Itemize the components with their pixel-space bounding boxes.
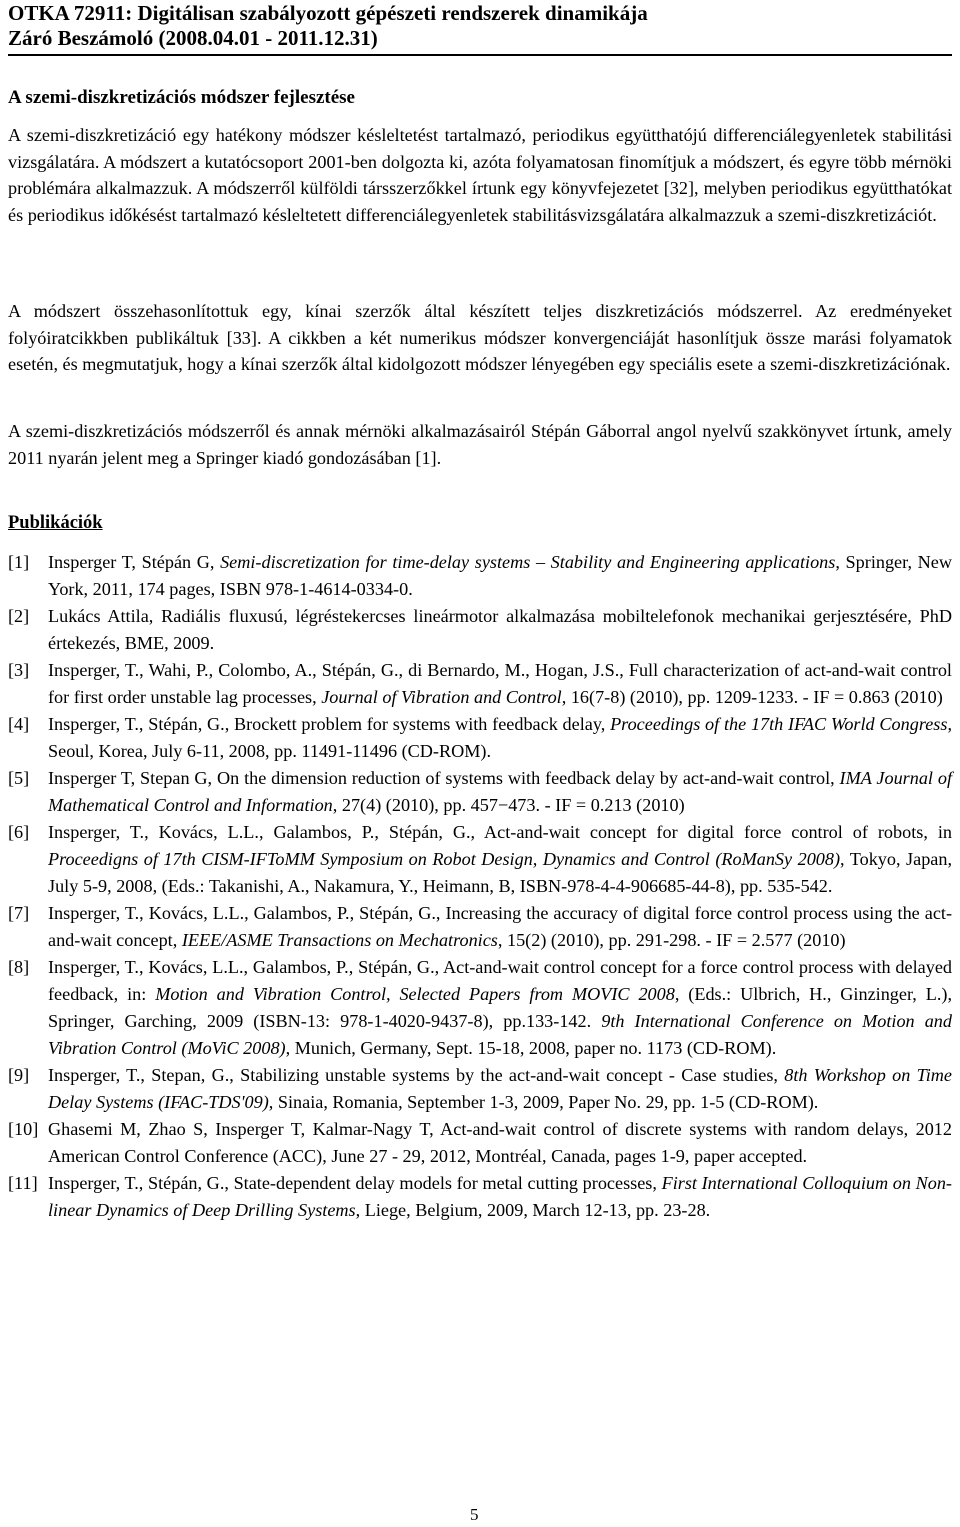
- reference-number: [11]: [8, 1173, 38, 1193]
- reference-item: [8, 819, 952, 900]
- reference-item: [8, 711, 952, 765]
- publications-heading: Publikációk: [8, 513, 103, 533]
- header-title: OTKA 72911: Digitálisan szabályozott gépészeti rendszerek dinamikája: [8, 1, 648, 25]
- reference-text: , Sinaia, Romania, September 1-3, 2009, Paper No. 29, pp. 1-5 (CD-ROM).: [268, 1092, 819, 1112]
- reference-text: Insperger, T., Stépán, G., Brockett problem for systems with feedback delay,: [48, 714, 611, 734]
- reference-number: [10]: [8, 1119, 39, 1139]
- reference-venue: Proceedings of the 17th IFAC World Congress: [610, 714, 948, 734]
- reference-venue: Semi-discretization for time-delay systems – Stability and Engineering applications: [220, 552, 836, 572]
- section-title: A szemi-diszkretizációs módszer fejlesztése: [8, 87, 355, 108]
- reference-venue: Motion and Vibration Control, Selected Papers from MOVIC 2008: [155, 984, 675, 1004]
- reference-number: [1]: [8, 552, 30, 572]
- paragraph-1: A szemi-diszkretizáció egy hatékony módszer késleltetést tartalmazó, periodikus együtthatójú differenciálegyenletek stabilitási vizsgálatára. A módszert a kutatócsoport 2001-ben dolgozta ki, azóta folyamatosan finomítjuk a módszert, és egyre több mérnöki problémára alkalmazzuk. A módszerről külföldi társszerzőkkel írtunk egy könyvfejezetet [32], melyben periodikus együtthatókat és periodikus időkésést tartalmazó késleltetett differenciálegyenletek stabilitásvizsgálatára alkalmazzuk a szemi-diszkretizációt.: [8, 125, 952, 225]
- reference-list: [8, 549, 952, 1224]
- reference-number: [4]: [8, 714, 30, 734]
- reference-text: Insperger, T., Kovács, L.L., Galambos, P., Stépán, G., Increasing the accuracy of digital force control process using the act-and-wait concept,: [48, 903, 952, 950]
- page-number: 5: [470, 1505, 479, 1524]
- reference-venue: Proceedigns of 17th CISM-IFToMM Symposium on Robot Design, Dynamics and Control (RoManSy 2008): [48, 849, 841, 869]
- reference-text: Insperger, T., Kovács, L.L., Galambos, P., Stépán, G., Act-and-wait control concept for a force control process with delayed feedback, in:: [48, 957, 952, 1004]
- reference-item: [8, 1170, 952, 1224]
- reference-text: , Tokyo, Japan, July 5-9, 2008, (Eds.: Takanishi, A., Nakamura, Y., Heimann, B, ISBN-978-4-4-906685-44-8), pp. 535-542.: [48, 849, 953, 896]
- reference-text: Insperger, T., Stépán, G., State-dependent delay models for metal cutting processes,: [48, 1173, 662, 1193]
- reference-venue: 9th International Conference on Motion and Vibration Control (MoViC 2008): [48, 1011, 952, 1058]
- reference-text: Insperger T, Stepan G, On the dimension reduction of systems with feedback delay by act-and-wait control,: [48, 768, 840, 788]
- reference-text: Insperger, T., Wahi, P., Colombo, A., Stépán, G., di Bernardo, M., Hogan, J.S., Full characterization of act-and-wait control for first order unstable lag processes,: [48, 660, 952, 707]
- reference-number: [7]: [8, 903, 30, 923]
- reference-item: [8, 549, 952, 603]
- reference-text: Insperger T, Stépán G,: [48, 552, 221, 572]
- reference-item: [8, 954, 952, 1062]
- reference-number: [6]: [8, 822, 30, 842]
- reference-number: [5]: [8, 768, 30, 788]
- reference-item: [8, 1062, 952, 1116]
- reference-text: Insperger, T., Stepan, G., Stabilizing unstable systems by the act-and-wait concept - Case studies,: [48, 1065, 785, 1085]
- header-subtitle: Záró Beszámoló (2008.04.01 - 2011.12.31): [8, 26, 378, 50]
- reference-item: [8, 657, 952, 711]
- reference-venue: First International Colloquium on Non-linear Dynamics of Deep Drilling Systems: [48, 1173, 952, 1220]
- reference-text: , 16(7-8) (2010), pp. 1209-1233. - IF = 0.863 (2010): [561, 687, 943, 707]
- reference-text: Insperger, T., Kovács, L.L., Galambos, P., Stépán, G., Act-and-wait concept for digital force control of robots, in: [48, 822, 952, 842]
- header-divider: [8, 54, 952, 56]
- reference-text: Lukács Attila, Radiális fluxusú, légréstekercses lineármotor alkalmazása mobiltelefonok mechanikai gerjesztésére, PhD értekezés, BME, 2009.: [48, 606, 952, 653]
- reference-item: [8, 603, 952, 657]
- reference-text: , Springer, New York, 2011, 174 pages, ISBN 978-1-4614-0334-0.: [48, 552, 952, 599]
- reference-text: , Seoul, Korea, July 6-11, 2008, pp. 11491-11496 (CD-ROM).: [48, 714, 952, 761]
- paragraph-3: A szemi-diszkretizációs módszerről és annak mérnöki alkalmazásairól Stépán Gáborral angol nyelvű szakkönyvet írtunk, amely 2011 nyarán jelent meg a Springer kiadó gondozásában [1].: [8, 421, 952, 468]
- reference-number: [9]: [8, 1065, 30, 1085]
- reference-text: , 27(4) (2010), pp. 457−473. - IF = 0.213 (2010): [332, 795, 685, 815]
- reference-text: , Munich, Germany, Sept. 15-18, 2008, paper no. 1173 (CD-ROM).: [285, 1038, 777, 1058]
- reference-item: [8, 1116, 952, 1170]
- reference-venue: 8th Workshop on Time Delay Systems (IFAC-TDS'09): [48, 1065, 952, 1112]
- reference-number: [3]: [8, 660, 30, 680]
- reference-venue: IEEE/ASME Transactions on Mechatronics: [181, 930, 498, 950]
- reference-text: Ghasemi M, Zhao S, Insperger T, Kalmar-Nagy T, Act-and-wait control of discrete systems with random delays, 2012 American Control Conference (ACC), June 27 - 29, 2012, Montréal, Canada, pages 1-9, paper accepted.: [48, 1119, 952, 1166]
- reference-venue: IMA Journal of Mathematical Control and Information: [48, 768, 952, 815]
- reference-text: , (Eds.: Ulbrich, H., Ginzinger, L.), Springer, Garching, 2009 (ISBN-13: 978-1-4020-9437-8), pp.133-142.: [48, 984, 952, 1031]
- reference-item: [8, 900, 952, 954]
- reference-number: [2]: [8, 606, 30, 626]
- reference-venue: Journal of Vibration and Control: [321, 687, 562, 707]
- reference-text: , 15(2) (2010), pp. 291-298. - IF = 2.577 (2010): [497, 930, 846, 950]
- reference-text: , Liege, Belgium, 2009, March 12-13, pp. 23-28.: [355, 1200, 711, 1220]
- reference-item: [8, 765, 952, 819]
- reference-number: [8]: [8, 957, 30, 977]
- paragraph-2: A módszert összehasonlítottuk egy, kínai szerzők által készített teljes diszkretizációs módszerrel. Az eredményeket folyóiratcikkben publikáltuk [33]. A cikkben a két numerikus módszer konvergenciáját hasonlítjuk össze marási folyamatok esetén, és megmutatjuk, hogy a kínai szerzők által kidolgozott módszer lényegében egy speciális esete a szemi-diszkretizációnak.: [8, 301, 952, 375]
